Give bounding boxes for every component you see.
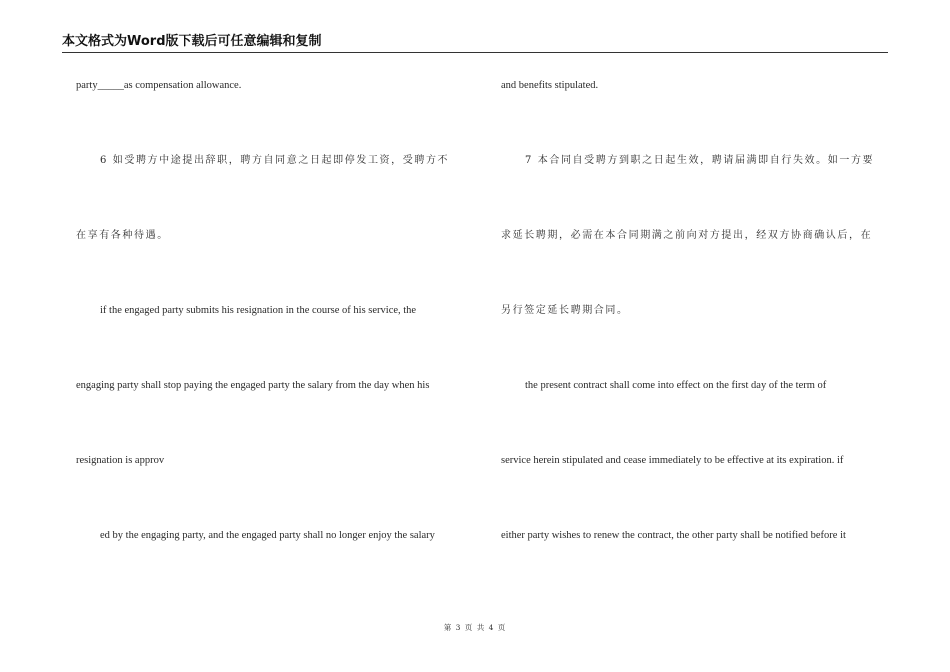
left-line-6: resignation is approv (76, 455, 165, 466)
right-line-4: 另行签定延长聘期合同。 (501, 305, 629, 316)
right-line-6: service herein stipulated and cease immediately to be effective at its expiration. if (501, 455, 844, 466)
header-title: 本文格式为Word版下载后可任意编辑和复制 (62, 34, 322, 49)
page-header (62, 33, 888, 53)
left-line-4: if the engaged party submits his resignation in the course of his service, the (100, 305, 417, 316)
left-line-1: party_____as compensation allowance. (76, 80, 242, 91)
left-line-3: 在享有各种待遇。 (76, 230, 169, 241)
left-line-2: 6 如受聘方中途提出辞职，聘方自同意之日起即停发工资，受聘方不 (100, 155, 450, 166)
left-line-5: engaging party shall stop paying the engaged party the salary from the day when his (76, 380, 430, 391)
right-line-1: and benefits stipulated. (501, 80, 599, 91)
right-line-3: 求延长聘期，必需在本合同期满之前向对方提出，经双方协商确认后，在 (501, 230, 873, 241)
page-number: 第 3 页 共 4 页 (443, 623, 507, 632)
right-line-2: 7 本合同自受聘方到职之日起生效，聘请届满即自行失效。如一方要 (525, 155, 875, 166)
right-line-7: either party wishes to renew the contract, the other party shall be notified before it (501, 530, 846, 541)
left-line-7: ed by the engaging party, and the engaged party shall no longer enjoy the salary (100, 530, 435, 541)
right-line-5: the present contract shall come into effect on the first day of the term of (525, 380, 827, 391)
